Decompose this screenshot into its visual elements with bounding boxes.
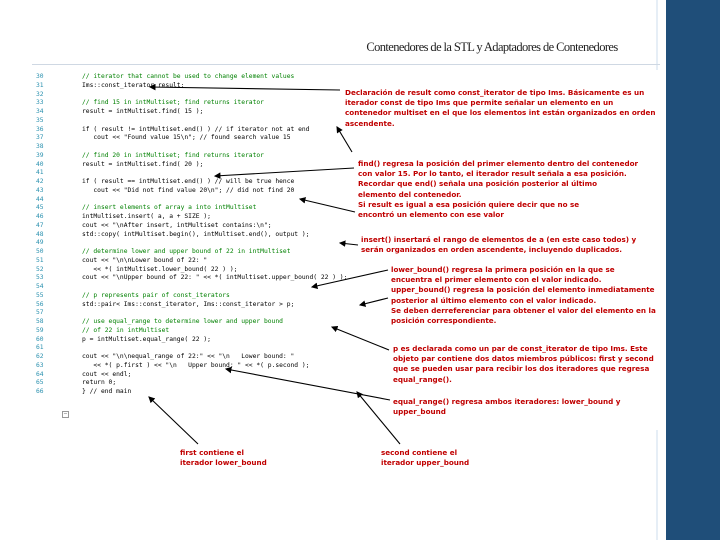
line-number: 53 — [36, 274, 44, 282]
code-text: cout << "\n\nequal_range of 22:" << "\n Lower bound: " — [82, 353, 295, 360]
annotation-line: serán organizados en orden ascendente, incluyendo duplicados. — [361, 245, 623, 255]
line-number: 59 — [36, 326, 44, 334]
arrow-to-first — [149, 397, 198, 444]
annotation-line: insert() insertará el rango de elementos de a (en este caso todos) y — [361, 235, 637, 244]
annotation-line: objeto par contiene dos datos miembros públicos: first y second — [393, 354, 654, 364]
code-text: std::copy( intMultiset.begin(), intMultiset.end(), output ); — [82, 230, 310, 238]
code-text: // iterator that cannot be used to change element values — [82, 73, 295, 80]
code-text: // find 20 in intMultiset; find returns iterator — [82, 151, 264, 159]
line-number: 35 — [36, 116, 44, 124]
code-text: std::pair< Ims::const_iterator, Ims::const_iterator > p; — [82, 300, 295, 308]
annotation-line: equal_range(). — [393, 374, 452, 384]
line-number: 66 — [36, 388, 44, 395]
annotation-line: find() regresa la posición del primer elemento dentro del contenedor — [358, 159, 639, 168]
line-number: 57 — [36, 309, 44, 317]
code-text: // determine lower and upper bound of 22 in intMultiset — [82, 248, 291, 255]
annotation-line: first contiene el — [180, 448, 245, 457]
line-number: 31 — [36, 81, 44, 89]
slide-title: Contenedores de la STL y Adaptadores de Contenedores — [366, 40, 618, 54]
arrow-to-find-15 — [337, 127, 352, 152]
line-number: 48 — [36, 230, 44, 238]
arrow-to-end-check — [300, 199, 355, 212]
line-number: 49 — [36, 239, 44, 247]
annotation-line: upper_bound — [393, 407, 446, 417]
line-number: 32 — [36, 90, 44, 98]
code-text: << *( intMultiset.lower_bound( 22 ) ); — [82, 265, 238, 273]
annotation-line: p es declarada como un par de const_iterator de tipo Ims. Este — [393, 344, 648, 353]
code-text: // of 22 in intMultiset — [82, 326, 170, 334]
arrow-to-find-20 — [215, 168, 354, 176]
line-number: 43 — [36, 186, 44, 194]
annotation-line: iterador const de tipo Ims que permite señalar un elemento en un — [345, 98, 614, 108]
line-number: 58 — [36, 318, 44, 325]
annotation-line: Declaración de result como const_iterator de tipo Ims. Básicamente es un — [345, 88, 645, 97]
code-text: intMultiset.insert( a, a + SIZE ); — [82, 213, 211, 220]
arrow-to-equal-range — [226, 369, 390, 400]
annotation-line: encuentra el primer elemento con el valor indicado. — [391, 275, 602, 285]
annotation-line: contenedor multiset en el que los elementos int están organizados en orden — [345, 108, 656, 118]
annotation-line: Si result es igual a esa posición quiere decir que no se — [358, 199, 580, 209]
code-text: p = intMultiset.equal_range( 22 ); — [82, 335, 211, 343]
annotation-line: Se deben derreferenciar para obtener el valor del elemento en la — [391, 305, 656, 315]
annotation-line: posterior al último elemento con el valor indicado. — [391, 295, 597, 305]
line-number: 61 — [36, 344, 44, 352]
line-number: 42 — [36, 178, 44, 185]
line-number: 51 — [36, 256, 44, 264]
line-number: 30 — [36, 73, 44, 80]
arrow-to-result-declaration — [150, 87, 340, 90]
line-number: 36 — [36, 125, 44, 133]
code-text: // p represents pair of const_iterators — [82, 291, 230, 299]
code-text: cout << "\n\nLower bound of 22: " — [82, 256, 208, 264]
annotation-line: second contiene el — [381, 448, 458, 457]
annotation-line: ascendente. — [345, 118, 395, 128]
line-number: 56 — [36, 300, 44, 308]
line-number: 47 — [36, 221, 44, 229]
line-number: 45 — [36, 204, 44, 212]
line-number: 62 — [36, 353, 44, 360]
annotation-line: con valor 15. Por lo tanto, el iterador result señala a esa posición. — [358, 169, 627, 179]
line-number: 33 — [36, 99, 44, 107]
arrow-to-lower-bound — [312, 270, 388, 287]
code-text: cout << endl; — [82, 370, 132, 378]
code-text: // find 15 in intMultiset; find returns iterator — [82, 99, 264, 107]
line-number: 38 — [36, 143, 44, 150]
line-number: 44 — [36, 195, 44, 203]
annotation-line: elemento del contenedor. — [358, 189, 462, 199]
line-number: 54 — [36, 283, 44, 290]
code-text: result = intMultiset.find( 15 ); — [82, 108, 204, 115]
line-number: 37 — [36, 134, 44, 142]
annotation-line: lower_bound() regresa la primera posición en la que se — [391, 265, 615, 274]
line-number: 41 — [36, 169, 44, 177]
code-text: // use equal_range to determine lower and upper bound — [82, 318, 283, 325]
code-text: result = intMultiset.find( 20 ); — [82, 160, 204, 168]
annotation-line: encontró un elemento con ese valor — [358, 210, 504, 220]
annotation-line: iterador lower_bound — [180, 458, 267, 468]
annotation-line: upper_bound() regresa la posición del elemento inmediatamente — [391, 285, 655, 295]
code-text: cout << "\nUpper bound of 22: " << *( intMultiset.upper_bound( 22 ) ); — [82, 274, 348, 282]
code-text: } // end main — [82, 388, 132, 395]
collapse-toggle-icon[interactable]: − — [63, 411, 68, 417]
line-number: 39 — [36, 151, 44, 159]
line-number: 65 — [36, 379, 44, 387]
code-text: << *( p.first ) << "\n Upper bound: " << *( p.second ); — [82, 361, 310, 369]
code-text: cout << "Did not find value 20\n"; // did not find 20 — [82, 186, 295, 194]
line-number: 46 — [36, 213, 44, 220]
arrow-to-upper-bound — [360, 298, 388, 305]
line-number: 55 — [36, 291, 44, 299]
annotation-line: iterador upper_bound — [381, 458, 470, 468]
arrow-to-second — [357, 392, 400, 444]
line-number: 52 — [36, 265, 44, 273]
arrow-to-pair — [332, 327, 389, 350]
code-text: Ims::const_iterator result; — [82, 81, 185, 89]
line-number: 64 — [36, 370, 44, 378]
arrow-to-insert — [340, 243, 358, 245]
annotation-line: posición correspondiente. — [391, 316, 497, 326]
annotation-line: Recordar que end() señala una posición posterior al último — [358, 179, 598, 189]
line-number: 34 — [36, 108, 44, 115]
code-text: // insert elements of array a into intMultiset — [82, 204, 257, 212]
code-text: cout << "\nAfter insert, intMultiset contains:\n"; — [82, 221, 272, 229]
line-number: 63 — [36, 361, 44, 369]
annotation-line: que se pueden usar para recibir los dos iteradores que regresa — [393, 364, 650, 374]
code-text: if ( result != intMultiset.end() ) // if iterator not at end — [82, 125, 310, 133]
line-number: 60 — [36, 335, 44, 343]
line-number: 50 — [36, 248, 44, 255]
code-text: cout << "Found value 15\n"; // found search value 15 — [82, 134, 291, 142]
code-text: if ( result == intMultiset.end() ) // will be true hence — [82, 178, 295, 185]
line-number: 40 — [36, 160, 44, 168]
annotation-line: equal_range() regresa ambos iteradores: lower_bound y — [393, 397, 621, 406]
code-text: return 0; — [82, 379, 117, 387]
